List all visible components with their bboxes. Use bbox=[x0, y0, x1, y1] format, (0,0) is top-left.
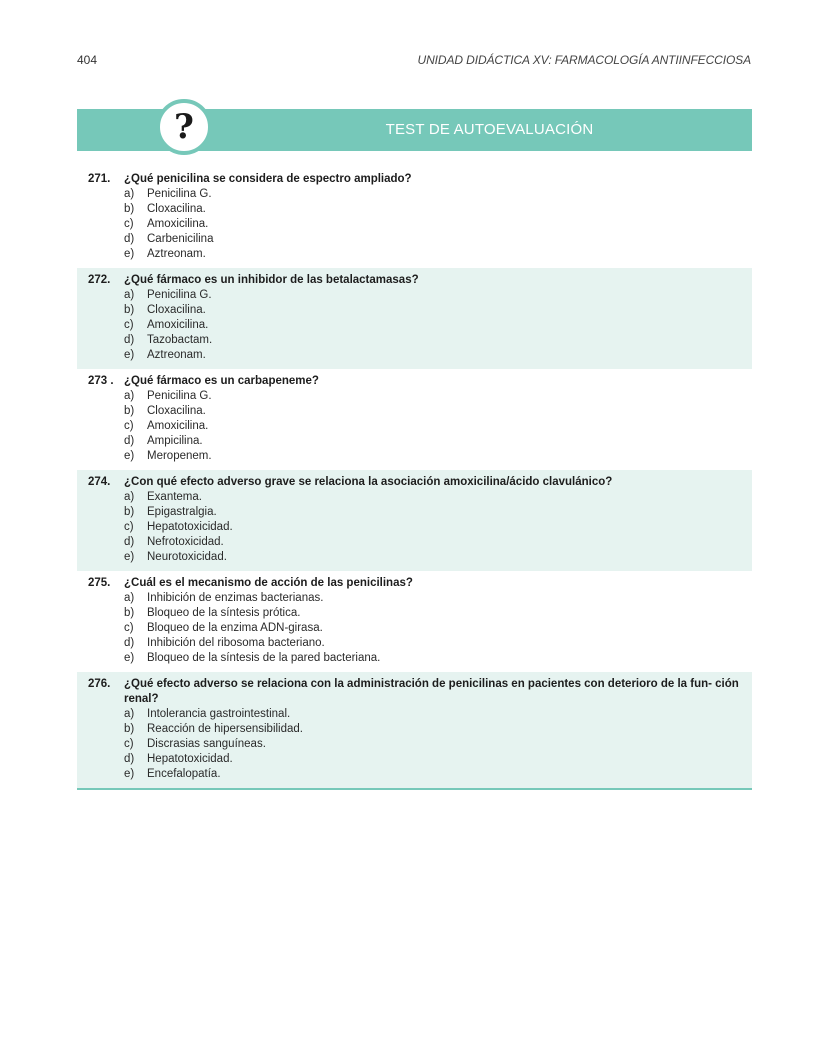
answer-option bbox=[88, 505, 740, 520]
option-letter: b) bbox=[124, 203, 135, 215]
option-text: Aztreonam. bbox=[147, 349, 206, 361]
option-text: Penicilina G. bbox=[147, 188, 212, 200]
option-text: Ampicilina. bbox=[147, 435, 203, 447]
option-letter: c) bbox=[124, 521, 134, 533]
question-number: 272. bbox=[88, 274, 111, 286]
option-text: Hepatotoxicidad. bbox=[147, 753, 233, 765]
option-letter: e) bbox=[124, 450, 135, 462]
option-text: Cloxacilina. bbox=[147, 203, 206, 215]
option-text: Tazobactam. bbox=[147, 334, 213, 346]
answer-option bbox=[88, 333, 740, 348]
option-letter: d) bbox=[124, 233, 135, 245]
option-text: Nefrotoxicidad. bbox=[147, 536, 224, 548]
option-text: Hepatotoxicidad. bbox=[147, 521, 233, 533]
option-letter: a) bbox=[124, 592, 135, 604]
answer-option bbox=[88, 247, 740, 262]
option-letter: b) bbox=[124, 405, 135, 417]
option-letter: c) bbox=[124, 218, 134, 230]
option-text: Penicilina G. bbox=[147, 289, 212, 301]
answer-option bbox=[88, 737, 740, 752]
answer-option bbox=[88, 606, 740, 621]
question-number: 275. bbox=[88, 577, 111, 589]
question-number: 271. bbox=[88, 173, 111, 185]
option-letter: c) bbox=[124, 319, 134, 331]
option-letter: e) bbox=[124, 768, 135, 780]
answer-option bbox=[88, 535, 740, 550]
answer-option bbox=[88, 202, 740, 217]
option-letter: c) bbox=[124, 622, 134, 634]
answer-option bbox=[88, 520, 740, 535]
question-block bbox=[77, 470, 752, 571]
option-text: Reacción de hipersensibilidad. bbox=[147, 723, 303, 735]
question-block bbox=[77, 369, 752, 470]
answer-option bbox=[88, 722, 740, 737]
question-heading bbox=[88, 273, 740, 288]
answer-option bbox=[88, 434, 740, 449]
option-text: Intolerancia gastrointestinal. bbox=[147, 708, 291, 720]
question-mark-glyph: ? bbox=[174, 107, 194, 147]
question-heading bbox=[88, 677, 740, 707]
answer-option bbox=[88, 217, 740, 232]
option-letter: c) bbox=[124, 738, 134, 750]
option-text: Epigastralgia. bbox=[147, 506, 217, 518]
question-number: 274. bbox=[88, 476, 111, 488]
answer-option bbox=[88, 348, 740, 363]
option-text: Penicilina G. bbox=[147, 390, 212, 402]
question-text: ¿Qué efecto adverso se relaciona con la administración de penicilinas en pacientes con deterioro de la fun- ción renal? bbox=[124, 678, 739, 705]
option-letter: a) bbox=[124, 188, 135, 200]
answer-option bbox=[88, 636, 740, 651]
option-text: Bloqueo de la síntesis prótica. bbox=[147, 607, 301, 619]
option-letter: a) bbox=[124, 390, 135, 402]
running-header: UNIDAD DIDÁCTICA XV: FARMACOLOGÍA ANTIINFECCIOSA bbox=[417, 53, 751, 67]
option-letter: e) bbox=[124, 248, 135, 260]
option-letter: b) bbox=[124, 506, 135, 518]
question-text: ¿Qué penicilina se considera de espectro ampliado? bbox=[124, 173, 412, 185]
option-text: Amoxicilina. bbox=[147, 218, 209, 230]
option-text: Inhibición de enzimas bacterianas. bbox=[147, 592, 324, 604]
question-number: 273 . bbox=[88, 375, 114, 387]
option-letter: e) bbox=[124, 551, 135, 563]
answer-option bbox=[88, 404, 740, 419]
option-text: Bloqueo de la enzima ADN-girasa. bbox=[147, 622, 323, 634]
option-text: Neurotoxicidad. bbox=[147, 551, 227, 563]
option-text: Meropenem. bbox=[147, 450, 212, 462]
answer-option bbox=[88, 318, 740, 333]
answer-option bbox=[88, 303, 740, 318]
option-text: Bloqueo de la síntesis de la pared bacteriana. bbox=[147, 652, 381, 664]
question-text: ¿Cuál es el mecanismo de acción de las penicilinas? bbox=[124, 577, 413, 589]
question-block bbox=[77, 571, 752, 672]
answer-option bbox=[88, 767, 740, 782]
question-block bbox=[77, 268, 752, 369]
answer-option bbox=[88, 389, 740, 404]
question-text: ¿Qué fármaco es un inhibidor de las betalactamasas? bbox=[124, 274, 419, 286]
option-letter: e) bbox=[124, 349, 135, 361]
question-heading bbox=[88, 172, 740, 187]
answer-option bbox=[88, 232, 740, 247]
answer-option bbox=[88, 621, 740, 636]
answer-option bbox=[88, 651, 740, 666]
option-text: Exantema. bbox=[147, 491, 202, 503]
page-number: 404 bbox=[77, 53, 98, 67]
option-text: Cloxacilina. bbox=[147, 304, 206, 316]
option-text: Carbenicilina bbox=[147, 233, 214, 245]
banner-title: TEST DE AUTOEVALUACIÓN bbox=[385, 121, 594, 138]
question-block bbox=[77, 672, 752, 790]
answer-option bbox=[88, 419, 740, 434]
answer-option bbox=[88, 752, 740, 767]
option-letter: e) bbox=[124, 652, 135, 664]
option-letter: d) bbox=[124, 536, 135, 548]
option-letter: d) bbox=[124, 334, 135, 346]
option-letter: a) bbox=[124, 708, 135, 720]
answer-option bbox=[88, 187, 740, 202]
question-text: ¿Qué fármaco es un carbapeneme? bbox=[124, 375, 319, 387]
question-text: ¿Con qué efecto adverso grave se relaciona la asociación amoxicilina/ácido clavulánico? bbox=[124, 476, 613, 488]
question-heading bbox=[88, 475, 740, 490]
option-text: Aztreonam. bbox=[147, 248, 206, 260]
option-letter: a) bbox=[124, 289, 135, 301]
option-text: Discrasias sanguíneas. bbox=[147, 738, 266, 750]
option-text: Encefalopatía. bbox=[147, 768, 221, 780]
option-letter: d) bbox=[124, 637, 135, 649]
answer-option bbox=[88, 591, 740, 606]
question-heading bbox=[88, 576, 740, 591]
answer-option bbox=[88, 449, 740, 464]
option-letter: c) bbox=[124, 420, 134, 432]
option-letter: d) bbox=[124, 753, 135, 765]
question-heading bbox=[88, 374, 740, 389]
option-letter: d) bbox=[124, 435, 135, 447]
answer-option bbox=[88, 490, 740, 505]
question-number: 276. bbox=[88, 678, 111, 690]
question-block bbox=[77, 167, 752, 268]
question-list bbox=[77, 167, 752, 790]
answer-option bbox=[88, 707, 740, 722]
option-text: Inhibición del ribosoma bacteriano. bbox=[147, 637, 325, 649]
option-text: Amoxicilina. bbox=[147, 319, 209, 331]
option-letter: a) bbox=[124, 491, 135, 503]
option-text: Amoxicilina. bbox=[147, 420, 209, 432]
answer-option bbox=[88, 288, 740, 303]
question-mark-icon bbox=[156, 99, 212, 155]
answer-option bbox=[88, 550, 740, 565]
option-letter: b) bbox=[124, 607, 135, 619]
option-letter: b) bbox=[124, 723, 135, 735]
option-letter: b) bbox=[124, 304, 135, 316]
option-text: Cloxacilina. bbox=[147, 405, 206, 417]
